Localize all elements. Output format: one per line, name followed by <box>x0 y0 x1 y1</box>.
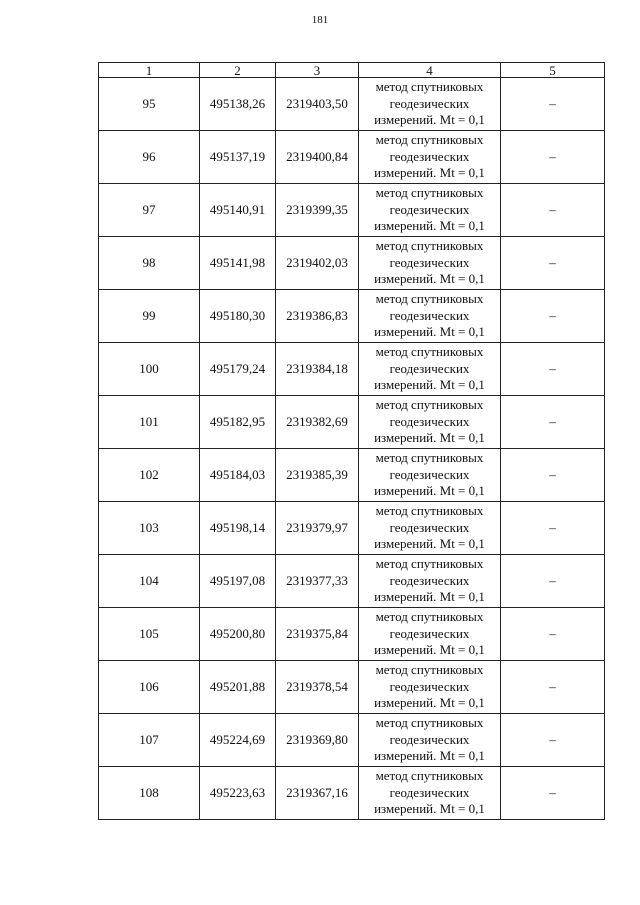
point-number-cell: 102 <box>99 449 200 502</box>
method-cell: метод спутниковых геодезических измерений. Mt = 0,1 <box>359 608 501 661</box>
point-number-cell: 98 <box>99 237 200 290</box>
table-row <box>99 555 605 608</box>
x-coordinate-cell: 495140,91 <box>200 184 276 237</box>
note-cell: – <box>501 290 605 343</box>
y-coordinate-cell: 2319386,83 <box>276 290 359 343</box>
point-number-cell: 99 <box>99 290 200 343</box>
column-header-4: 4 <box>359 63 501 78</box>
method-cell: метод спутниковых геодезических измерений. Mt = 0,1 <box>359 290 501 343</box>
method-cell: метод спутниковых геодезических измерений. Mt = 0,1 <box>359 343 501 396</box>
point-number-cell: 103 <box>99 502 200 555</box>
method-cell: метод спутниковых геодезических измерений. Mt = 0,1 <box>359 131 501 184</box>
table-row <box>99 767 605 820</box>
point-number-cell: 108 <box>99 767 200 820</box>
x-coordinate-cell: 495179,24 <box>200 343 276 396</box>
point-number-cell: 101 <box>99 396 200 449</box>
note-cell: – <box>501 449 605 502</box>
column-header-2: 2 <box>200 63 276 78</box>
x-coordinate-cell: 495223,63 <box>200 767 276 820</box>
header-row <box>99 63 605 78</box>
x-coordinate-cell: 495224,69 <box>200 714 276 767</box>
note-cell: – <box>501 767 605 820</box>
coordinates-table <box>98 62 605 820</box>
table-row <box>99 661 605 714</box>
column-header-3: 3 <box>276 63 359 78</box>
note-cell: – <box>501 131 605 184</box>
x-coordinate-cell: 495141,98 <box>200 237 276 290</box>
y-coordinate-cell: 2319367,16 <box>276 767 359 820</box>
page-number: 181 <box>311 14 329 26</box>
note-cell: – <box>501 502 605 555</box>
note-cell: – <box>501 237 605 290</box>
method-cell: метод спутниковых геодезических измерений. Mt = 0,1 <box>359 184 501 237</box>
method-cell: метод спутниковых геодезических измерений. Mt = 0,1 <box>359 767 501 820</box>
table-row <box>99 131 605 184</box>
point-number-cell: 96 <box>99 131 200 184</box>
x-coordinate-cell: 495198,14 <box>200 502 276 555</box>
y-coordinate-cell: 2319384,18 <box>276 343 359 396</box>
point-number-cell: 97 <box>99 184 200 237</box>
point-number-cell: 104 <box>99 555 200 608</box>
y-coordinate-cell: 2319375,84 <box>276 608 359 661</box>
y-coordinate-cell: 2319400,84 <box>276 131 359 184</box>
table-row <box>99 78 605 131</box>
y-coordinate-cell: 2319399,35 <box>276 184 359 237</box>
note-cell: – <box>501 343 605 396</box>
method-cell: метод спутниковых геодезических измерений. Mt = 0,1 <box>359 502 501 555</box>
table-row <box>99 608 605 661</box>
note-cell: – <box>501 661 605 714</box>
table-body <box>99 78 605 820</box>
point-number-cell: 100 <box>99 343 200 396</box>
y-coordinate-cell: 2319378,54 <box>276 661 359 714</box>
table-header <box>99 63 605 78</box>
method-cell: метод спутниковых геодезических измерений. Mt = 0,1 <box>359 237 501 290</box>
x-coordinate-cell: 495180,30 <box>200 290 276 343</box>
column-header-5: 5 <box>501 63 605 78</box>
table-row <box>99 184 605 237</box>
method-cell: метод спутниковых геодезических измерений. Mt = 0,1 <box>359 78 501 131</box>
y-coordinate-cell: 2319402,03 <box>276 237 359 290</box>
table-row <box>99 714 605 767</box>
point-number-cell: 107 <box>99 714 200 767</box>
x-coordinate-cell: 495182,95 <box>200 396 276 449</box>
note-cell: – <box>501 184 605 237</box>
x-coordinate-cell: 495137,19 <box>200 131 276 184</box>
y-coordinate-cell: 2319385,39 <box>276 449 359 502</box>
point-number-cell: 95 <box>99 78 200 131</box>
note-cell: – <box>501 555 605 608</box>
method-cell: метод спутниковых геодезических измерений. Mt = 0,1 <box>359 449 501 502</box>
table-row <box>99 396 605 449</box>
point-number-cell: 106 <box>99 661 200 714</box>
x-coordinate-cell: 495197,08 <box>200 555 276 608</box>
x-coordinate-cell: 495201,88 <box>200 661 276 714</box>
table-row <box>99 290 605 343</box>
method-cell: метод спутниковых геодезических измерений. Mt = 0,1 <box>359 661 501 714</box>
y-coordinate-cell: 2319379,97 <box>276 502 359 555</box>
note-cell: – <box>501 714 605 767</box>
note-cell: – <box>501 608 605 661</box>
table-row <box>99 343 605 396</box>
y-coordinate-cell: 2319369,80 <box>276 714 359 767</box>
x-coordinate-cell: 495184,03 <box>200 449 276 502</box>
method-cell: метод спутниковых геодезических измерений. Mt = 0,1 <box>359 714 501 767</box>
point-number-cell: 105 <box>99 608 200 661</box>
note-cell: – <box>501 78 605 131</box>
table-row <box>99 502 605 555</box>
x-coordinate-cell: 495200,80 <box>200 608 276 661</box>
x-coordinate-cell: 495138,26 <box>200 78 276 131</box>
column-header-1: 1 <box>99 63 200 78</box>
table-row <box>99 237 605 290</box>
method-cell: метод спутниковых геодезических измерений. Mt = 0,1 <box>359 396 501 449</box>
y-coordinate-cell: 2319403,50 <box>276 78 359 131</box>
table-row <box>99 449 605 502</box>
y-coordinate-cell: 2319382,69 <box>276 396 359 449</box>
note-cell: – <box>501 396 605 449</box>
y-coordinate-cell: 2319377,33 <box>276 555 359 608</box>
method-cell: метод спутниковых геодезических измерений. Mt = 0,1 <box>359 555 501 608</box>
